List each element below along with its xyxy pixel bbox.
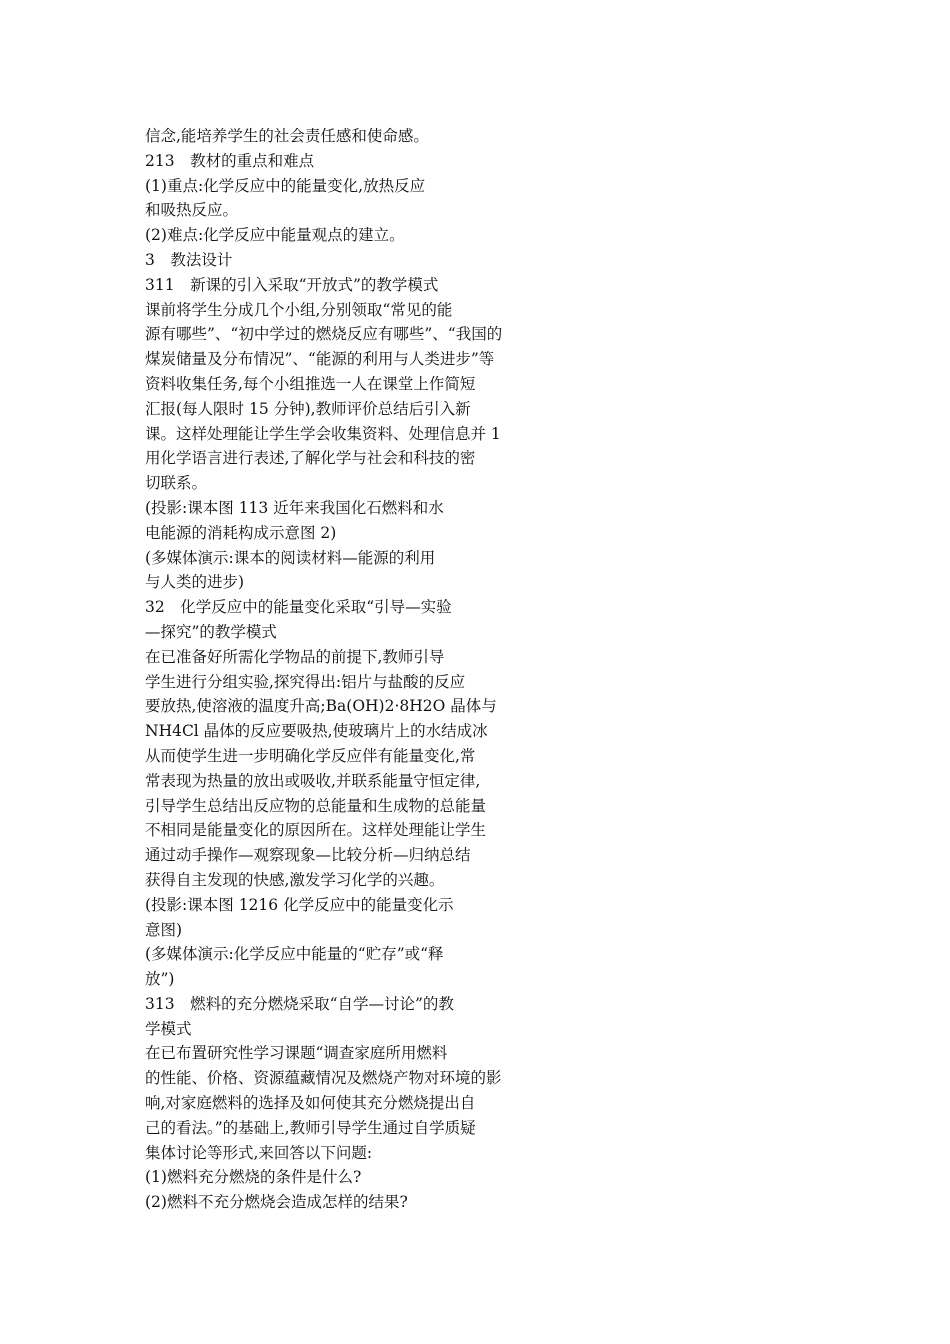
text-line: 32 化学反应中的能量变化采取“引导—实验	[145, 598, 452, 617]
text-line: 常表现为热量的放出或吸收,并联系能量守恒定律,	[145, 771, 481, 790]
text-line: 切联系。	[145, 474, 208, 493]
text-line: 从而使学生进一步明确化学反应伴有能量变化,常	[145, 746, 476, 765]
text-line: 学生进行分组实验,探究得出:铝片与盐酸的反应	[145, 672, 466, 691]
text-line: 3 教法设计	[145, 250, 233, 269]
text-line: 311 新课的引入采取“开放式”的教学模式	[145, 275, 439, 294]
text-line: 用化学语言进行表述,了解化学与社会和科技的密	[145, 449, 476, 468]
text-line: 响,对家庭燃料的选择及如何使其充分燃烧提出自	[145, 1094, 476, 1113]
text-line: 电能源的消耗构成示意图 2)	[145, 523, 337, 542]
text-line: (投影:课本图 1216 化学反应中的能量变化示	[145, 895, 454, 914]
text-line: 信念,能培养学生的社会责任感和使命感。	[145, 127, 429, 145]
text-line: 汇报(每人限时 15 分钟),教师评价总结后引入新	[145, 399, 471, 418]
text-line: 己的看法。”的基础上,教师引导学生通过自学质疑	[145, 1118, 476, 1137]
text-line: (2)难点:化学反应中能量观点的建立。	[145, 226, 405, 245]
text-line: 不相同是能量变化的原因所在。这样处理能让学生	[145, 821, 487, 840]
text-line: 在已准备好所需化学物品的前提下,教师引导	[145, 647, 445, 666]
text-line: 要放热,使溶液的温度升高;Ba(OH)2·8H2O 晶体与	[145, 697, 497, 716]
text-line: 课前将学生分成几个小组,分别领取“常见的能	[145, 300, 453, 319]
text-line: 通过动手操作—观察现象—比较分析—归纳总结	[145, 846, 471, 865]
text-line: (多媒体演示:课本的阅读材料—能源的利用	[145, 548, 436, 567]
text-line: 资料收集任务,每个小组推选一人在课堂上作简短	[145, 374, 476, 393]
text-line: NH4Cl 晶体的反应要吸热,使玻璃片上的水结成冰	[145, 722, 488, 741]
text-line: 引导学生总结出反应物的总能量和生成物的总能量	[145, 796, 487, 815]
text-line: (1)燃料充分燃烧的条件是什么?	[145, 1168, 362, 1187]
text-line: 在已布置研究性学习课题“调查家庭所用燃料	[145, 1044, 448, 1063]
text-line: 学模式	[145, 1019, 192, 1038]
text-line: 集体讨论等形式,来回答以下问题:	[145, 1143, 373, 1162]
text-line: (多媒体演示:化学反应中能量的“贮存”或“释	[145, 945, 444, 964]
text-line: 获得自主发现的快感,激发学习化学的兴趣。	[145, 870, 445, 889]
text-line: (2)燃料不充分燃烧会造成怎样的结果?	[145, 1193, 408, 1212]
text-line: 313 燃料的充分燃烧采取“自学—讨论”的教	[145, 994, 454, 1013]
text-line: (投影:课本图 113 近年来我国化石燃料和水	[145, 498, 444, 517]
text-line: 课。这样处理能让学生学会收集资料、处理信息并 1	[145, 424, 501, 443]
text-line: 213 教材的重点和难点	[145, 151, 315, 170]
text-line: 意图)	[145, 920, 183, 939]
text-line: 放”)	[145, 970, 175, 989]
text-line: 煤炭储量及分布情况”、“能源的利用与人类进步”等	[145, 350, 495, 369]
text-line: —探究”的教学模式	[145, 622, 277, 641]
text-line: 和吸热反应。	[145, 201, 239, 220]
text-line: 的性能、价格、资源蕴藏情况及燃烧产物对环境的影	[145, 1069, 502, 1088]
text-line: 与人类的进步)	[145, 573, 245, 592]
text-line: 源有哪些”、“初中学过的燃烧反应有哪些”、“我国的	[145, 325, 503, 344]
document-body	[145, 124, 585, 1215]
text-line: (1)重点:化学反应中的能量变化,放热反应	[145, 176, 426, 195]
